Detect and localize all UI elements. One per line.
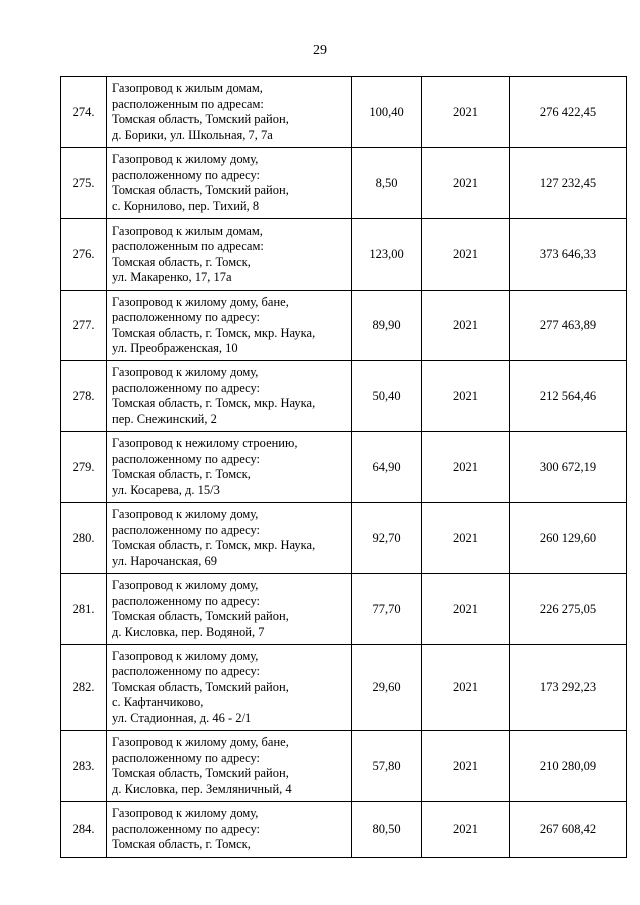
description-line: расположенным по адресам: <box>112 239 264 253</box>
table-row <box>61 291 627 361</box>
registry-table <box>60 76 627 858</box>
cost: 276 422,45 <box>510 77 627 148</box>
year: 2021 <box>422 148 510 219</box>
description-line: расположенному по адресу: <box>112 750 261 765</box>
cost: 300 672,19 <box>510 432 627 503</box>
description-line: Газопровод к жилому дому, бане, <box>112 735 289 749</box>
description-line: Газопровод к нежилому строению, <box>112 436 298 450</box>
description-line: Томская область, Томский район, <box>112 183 289 197</box>
table-row <box>61 361 627 432</box>
pipeline-length: 8,50 <box>352 148 422 219</box>
object-description <box>107 361 352 432</box>
description-line: расположенному по адресу: <box>112 593 261 608</box>
pipeline-length: 100,40 <box>352 77 422 148</box>
year: 2021 <box>422 361 510 432</box>
year: 2021 <box>422 432 510 503</box>
description-line: расположенному по адресу: <box>112 380 261 395</box>
pipeline-length: 123,00 <box>352 219 422 291</box>
description-line: Газопровод к жилым домам, <box>112 81 263 95</box>
description-line: Газопровод к жилому дому, <box>112 365 259 379</box>
description-line: Томская область, г. Томск, <box>112 467 251 481</box>
row-number: 284. <box>61 802 107 858</box>
row-number: 274. <box>61 77 107 148</box>
pipeline-length: 29,60 <box>352 645 422 731</box>
year: 2021 <box>422 645 510 731</box>
description-line: расположенному по адресу: <box>112 821 261 836</box>
pipeline-length: 92,70 <box>352 503 422 574</box>
pipeline-length: 57,80 <box>352 731 422 802</box>
description-line: Газопровод к жилому дому, <box>112 152 259 166</box>
page-number: 29 <box>313 43 327 58</box>
pipeline-length: 80,50 <box>352 802 422 858</box>
row-number: 281. <box>61 574 107 645</box>
object-description <box>107 731 352 802</box>
description-line: Газопровод к жилому дому, <box>112 578 259 592</box>
row-number: 277. <box>61 291 107 361</box>
description-line: д. Кисловка, пер. Земляничный, 4 <box>112 781 292 796</box>
description-line: Томская область, Томский район, <box>112 609 289 623</box>
cost: 127 232,45 <box>510 148 627 219</box>
cost: 267 608,42 <box>510 802 627 858</box>
description-line: Газопровод к жилым домам, <box>112 223 263 238</box>
cost: 277 463,89 <box>510 291 627 361</box>
table-row <box>61 432 627 503</box>
table-row <box>61 503 627 574</box>
row-number: 282. <box>61 645 107 731</box>
registry-table-body <box>61 77 627 858</box>
object-description <box>107 802 352 858</box>
row-number: 280. <box>61 503 107 574</box>
year: 2021 <box>422 219 510 291</box>
description-line: ул. Стадионная, д. 46 - 2/1 <box>112 710 252 725</box>
row-number: 275. <box>61 148 107 219</box>
year: 2021 <box>422 731 510 802</box>
pipeline-length: 77,70 <box>352 574 422 645</box>
table-row <box>61 802 627 858</box>
object-description <box>107 77 352 148</box>
description-line: пер. Снежинский, 2 <box>112 411 217 426</box>
object-description <box>107 219 352 291</box>
description-line: Томская область, Томский район, <box>112 112 289 126</box>
description-line: Газопровод к жилому дому, <box>112 648 259 663</box>
cost: 210 280,09 <box>510 731 627 802</box>
description-line: расположенному по адресу: <box>112 664 261 679</box>
cost: 212 564,46 <box>510 361 627 432</box>
object-description <box>107 574 352 645</box>
description-line: ул. Нарочанская, 69 <box>112 553 217 568</box>
pipeline-length: 89,90 <box>352 291 422 361</box>
description-line: с. Кафтанчиково, <box>112 695 204 710</box>
description-line: Газопровод к жилому дому, <box>112 507 259 521</box>
description-line: Томская область, г. Томск, <box>112 837 251 852</box>
row-number: 276. <box>61 219 107 291</box>
description-line: Томская область, г. Томск, мкр. Наука, <box>112 396 316 410</box>
year: 2021 <box>422 291 510 361</box>
year: 2021 <box>422 574 510 645</box>
description-line: Газопровод к жилому дому, <box>112 806 259 821</box>
table-row <box>61 645 627 731</box>
table-row <box>61 148 627 219</box>
description-line: расположенному по адресу: <box>112 522 261 537</box>
table-row <box>61 731 627 802</box>
object-description <box>107 148 352 219</box>
year: 2021 <box>422 77 510 148</box>
year: 2021 <box>422 802 510 858</box>
row-number: 279. <box>61 432 107 503</box>
description-line: Томская область, Томский район, <box>112 766 289 780</box>
description-line: расположенному по адресу: <box>112 167 261 182</box>
object-description <box>107 645 352 731</box>
description-line: Газопровод к жилому дому, бане, <box>112 294 289 309</box>
row-number: 283. <box>61 731 107 802</box>
description-line: Томская область, г. Томск, мкр. Наука, <box>112 325 316 340</box>
description-line: с. Корнилово, пер. Тихий, 8 <box>112 198 260 213</box>
description-line: расположенным по адресам: <box>112 96 264 111</box>
year: 2021 <box>422 503 510 574</box>
description-line: Томская область, г. Томск, мкр. Наука, <box>112 538 316 552</box>
description-line: Томская область, г. Томск, <box>112 254 251 269</box>
row-number: 278. <box>61 361 107 432</box>
pipeline-length: 50,40 <box>352 361 422 432</box>
pipeline-length: 64,90 <box>352 432 422 503</box>
cost: 226 275,05 <box>510 574 627 645</box>
object-description <box>107 432 352 503</box>
description-line: д. Кисловка, пер. Водяной, 7 <box>112 624 265 639</box>
description-line: Томская область, Томский район, <box>112 679 289 694</box>
description-line: расположенному по адресу: <box>112 451 261 466</box>
object-description <box>107 503 352 574</box>
cost: 373 646,33 <box>510 219 627 291</box>
description-line: ул. Косарева, д. 15/3 <box>112 482 220 497</box>
description-line: ул. Преображенская, 10 <box>112 341 238 355</box>
table-row <box>61 77 627 148</box>
table-row <box>61 574 627 645</box>
cost: 173 292,23 <box>510 645 627 731</box>
description-line: д. Борики, ул. Школьная, 7, 7а <box>112 127 273 142</box>
description-line: расположенному по адресу: <box>112 310 261 324</box>
table-row <box>61 219 627 291</box>
description-line: ул. Макаренко, 17, 17а <box>112 270 232 284</box>
object-description <box>107 291 352 361</box>
cost: 260 129,60 <box>510 503 627 574</box>
